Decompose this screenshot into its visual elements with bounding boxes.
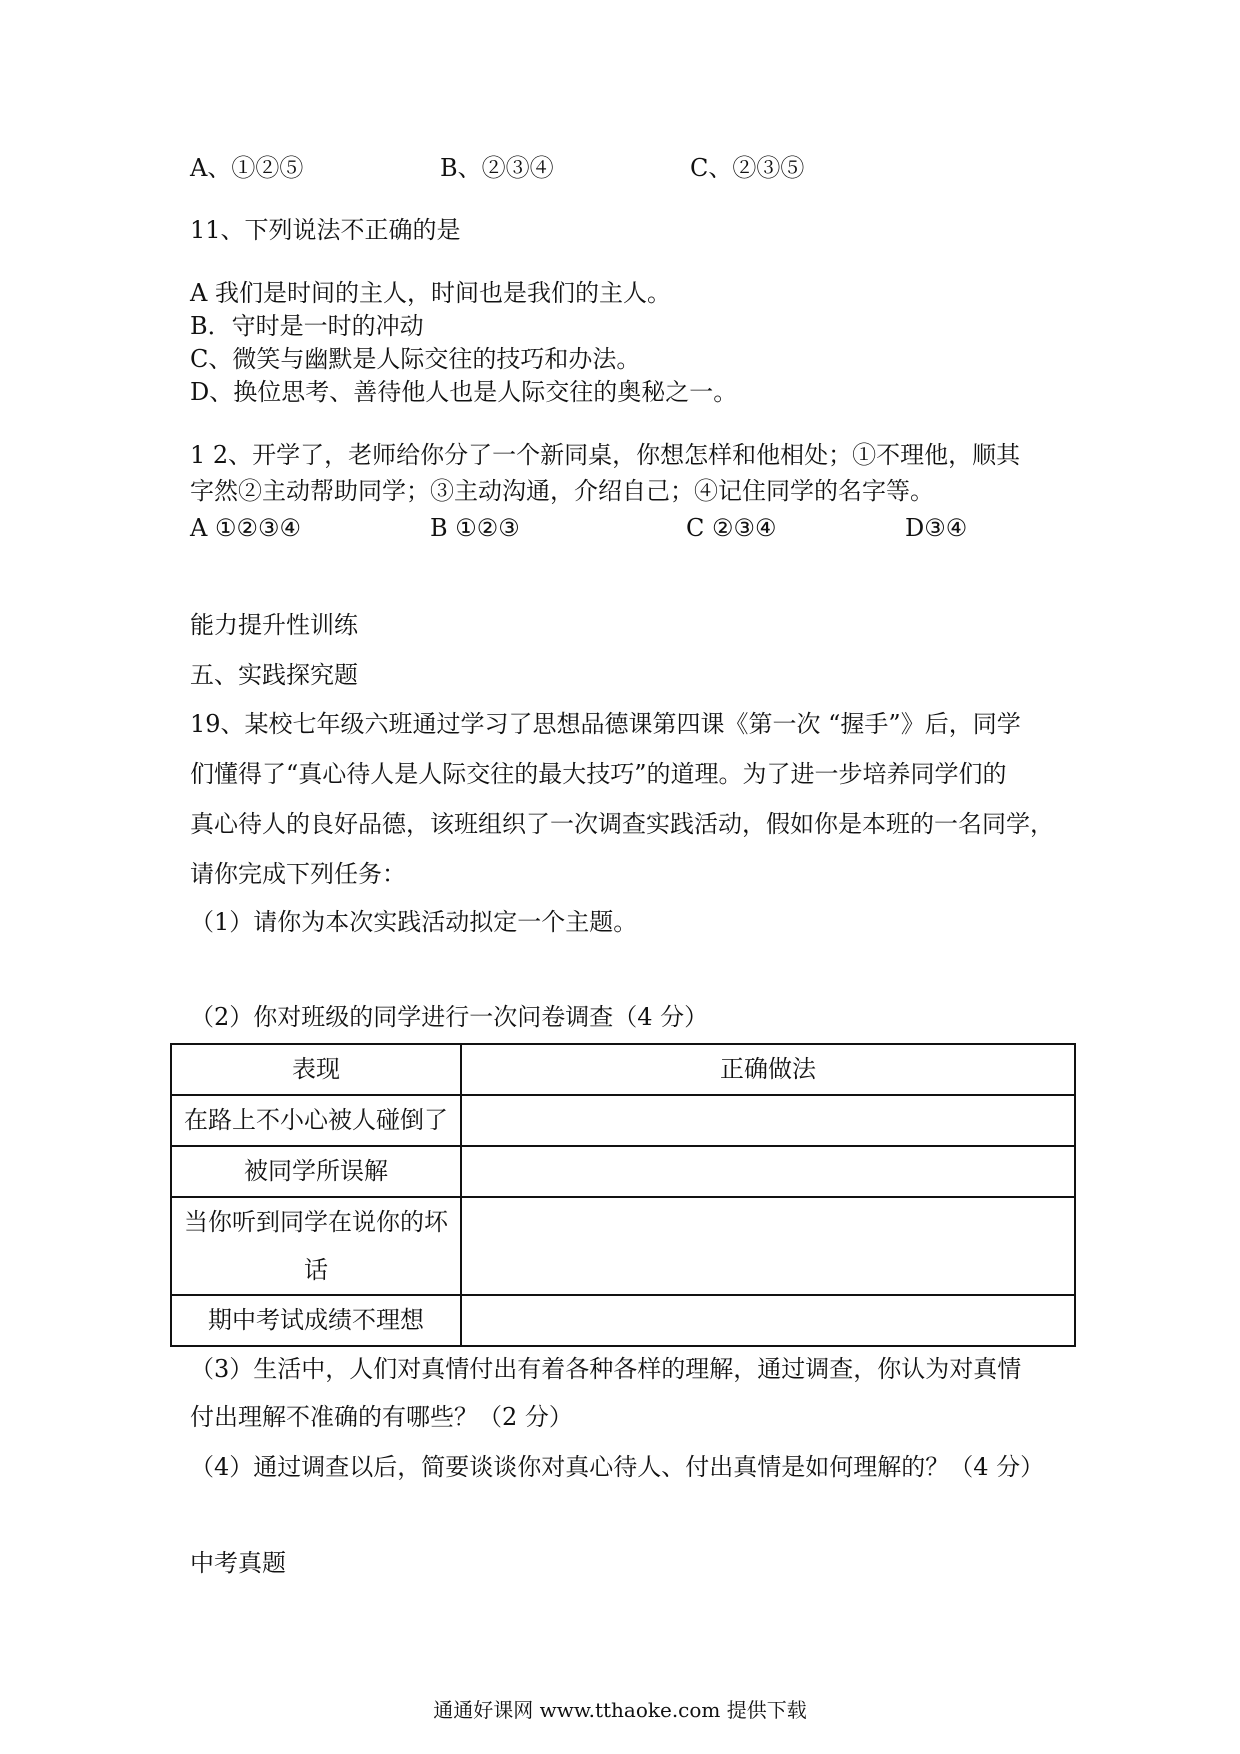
table-cell-answer[interactable] xyxy=(461,1146,1075,1197)
table-cell-performance: 被同学所误解 xyxy=(171,1146,461,1197)
q10-option-b: B、②③④ xyxy=(440,154,554,182)
table-row xyxy=(171,1095,1075,1146)
q12-stem-line2: 字然②主动帮助同学；③主动沟通，介绍自己；④记住同学的名字等。 xyxy=(190,477,934,505)
q19-line4: 请你完成下列任务： xyxy=(190,860,406,888)
q11-stem: 11、下列说法不正确的是 xyxy=(190,216,461,244)
table-row xyxy=(171,1295,1075,1346)
q12-option-a: A ①②③④ xyxy=(190,514,302,542)
section-five-heading: 五、实践探究题 xyxy=(190,661,358,689)
q12-option-d: D③④ xyxy=(905,514,968,542)
table-cell-answer[interactable] xyxy=(461,1197,1075,1295)
q19-line2: 们懂得了“真心待人是人际交往的最大技巧”的道理。为了进一步培养同学们的 xyxy=(190,760,1007,788)
page-footer: 通通好课网 www.tthaoke.com 提供下载 xyxy=(433,1698,807,1722)
table-row xyxy=(171,1197,1075,1295)
section-ability-heading: 能力提升性训练 xyxy=(190,611,358,639)
q19-line3: 真心待人的良好品德，该班组织了一次调查实践活动，假如你是本班的一名同学， xyxy=(190,810,1054,838)
table-header-correct-action: 正确做法 xyxy=(461,1044,1075,1095)
table-cell-answer[interactable] xyxy=(461,1295,1075,1346)
q19-sub3-line2: 付出理解不准确的有哪些？（2 分） xyxy=(190,1403,573,1431)
q12-option-b: B ①②③ xyxy=(430,514,520,542)
table-row xyxy=(171,1146,1075,1197)
q11-option-c: C、微笑与幽默是人际交往的技巧和办法。 xyxy=(190,345,641,373)
table-header-performance: 表现 xyxy=(171,1044,461,1095)
table-cell-answer[interactable] xyxy=(461,1095,1075,1146)
table-header-row xyxy=(171,1044,1075,1095)
q11-option-b: B．守时是一时的冲动 xyxy=(190,312,424,340)
table-cell-performance: 当你听到同学在说你的坏话 xyxy=(171,1197,461,1295)
section-exam-heading: 中考真题 xyxy=(190,1549,286,1577)
q10-option-a: A、①②⑤ xyxy=(190,154,304,182)
table-cell-performance: 期中考试成绩不理想 xyxy=(171,1295,461,1346)
q19-sub1: （1）请你为本次实践活动拟定一个主题。 xyxy=(190,908,638,936)
survey-table xyxy=(170,1043,1076,1347)
q19-sub3-line1: （3）生活中，人们对真情付出有着各种各样的理解，通过调查，你认为对真情 xyxy=(190,1355,1022,1383)
q11-option-a: A 我们是时间的主人，时间也是我们的主人。 xyxy=(190,279,671,307)
q11-option-d: D、换位思考、善待他人也是人际交往的奥秘之一。 xyxy=(190,378,738,406)
q19-line1: 19、某校七年级六班通过学习了思想品德课第四课《第一次 “握手”》后，同学 xyxy=(190,710,1021,738)
q19-sub4: （4）通过调查以后，简要谈谈你对真心待人、付出真情是如何理解的？（4 分） xyxy=(190,1453,1045,1481)
q12-option-c: C ②③④ xyxy=(686,514,777,542)
q12-stem-line1: 1 2、开学了，老师给你分了一个新同桌，你想怎样和他相处；①不理他，顺其 xyxy=(190,441,1021,469)
q19-sub2: （2）你对班级的同学进行一次问卷调查（4 分） xyxy=(190,1003,709,1031)
table-cell-performance: 在路上不小心被人碰倒了 xyxy=(171,1095,461,1146)
q10-option-c: C、②③⑤ xyxy=(690,154,805,182)
